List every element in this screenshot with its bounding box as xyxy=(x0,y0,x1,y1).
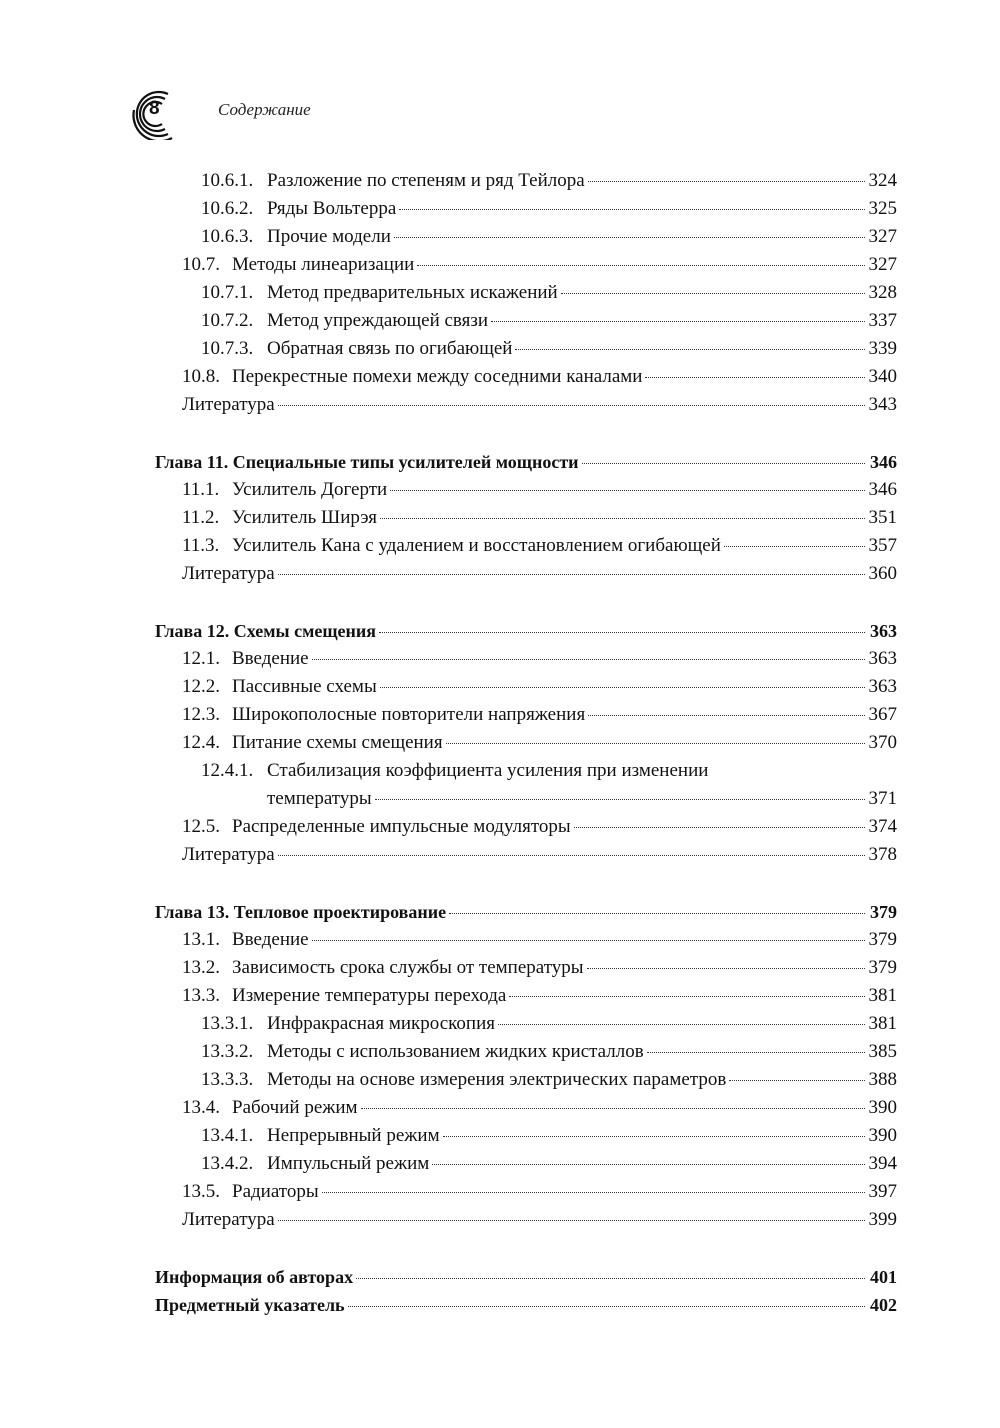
toc-entry-title: Обратная связь по огибающей xyxy=(267,338,513,359)
toc-entry-number: 12.3. xyxy=(182,704,220,725)
toc-entry-number: 11.1. xyxy=(182,479,220,500)
dot-leader xyxy=(587,968,865,969)
toc-entry-title: Перекрестные помехи между соседними каналами xyxy=(232,366,643,387)
toc-chapter-title: Предметный указатель xyxy=(155,1295,345,1315)
dot-leader xyxy=(399,209,865,210)
toc-entry-page: 381 xyxy=(868,985,897,1006)
toc-entry-title: Измерение температуры перехода xyxy=(232,985,507,1006)
dot-leader xyxy=(446,743,865,744)
toc-entry-title: Радиаторы xyxy=(232,1181,319,1202)
toc-chapter-title: Информация об авторах xyxy=(155,1267,354,1287)
toc-entry-title: Усилитель Догерти xyxy=(232,479,388,500)
toc-entry-title: Питание схемы смещения xyxy=(232,732,443,753)
toc-entry-number: 11.3. xyxy=(182,535,220,556)
toc-chapter-page: 379 xyxy=(870,902,897,922)
toc-entry-page: 381 xyxy=(868,1013,897,1034)
toc-entry-number: 13.3.1. xyxy=(201,1013,254,1034)
toc-entry-page: 339 xyxy=(868,338,897,359)
dot-leader xyxy=(729,1080,865,1081)
page-header xyxy=(128,88,628,138)
toc-entry[interactable] xyxy=(182,926,897,954)
toc-entry-page: 394 xyxy=(868,1153,897,1174)
dot-leader xyxy=(278,1220,865,1221)
toc-entry[interactable] xyxy=(182,645,897,673)
dot-leader xyxy=(312,940,865,941)
toc-entry-page: 379 xyxy=(868,957,897,978)
toc-entry-title: Инфракрасная микроскопия xyxy=(267,1013,495,1034)
toc-entry[interactable] xyxy=(182,813,897,841)
toc-entry-number: 10.7. xyxy=(182,254,220,275)
toc-entry[interactable] xyxy=(201,195,897,223)
toc-entry-page: 324 xyxy=(868,170,897,191)
running-title: Содержание xyxy=(218,100,311,119)
toc-entry-page: 325 xyxy=(868,198,897,219)
toc-entry-page: 378 xyxy=(868,844,897,865)
dot-leader xyxy=(394,237,865,238)
toc-entry-literature[interactable] xyxy=(182,1206,897,1234)
toc-entry[interactable] xyxy=(182,729,897,757)
dot-leader xyxy=(278,574,865,575)
toc-entry-page: 351 xyxy=(868,507,897,528)
toc-entry-number: 10.6.3. xyxy=(201,226,254,247)
toc-entry-literature[interactable] xyxy=(182,560,897,588)
dot-leader xyxy=(588,715,865,716)
toc-entry-number: 13.4. xyxy=(182,1097,220,1118)
dot-leader xyxy=(348,1306,865,1307)
toc-entry-title: Метод предварительных искажений xyxy=(267,282,558,303)
toc-entry-literature[interactable] xyxy=(182,391,897,419)
dot-leader xyxy=(322,1192,865,1193)
toc-entry-number: 12.4.1. xyxy=(201,760,254,781)
toc-entry[interactable] xyxy=(182,1178,897,1206)
toc-entry-title: Методы на основе измерения электрических параметров xyxy=(267,1069,727,1090)
toc-entry[interactable] xyxy=(201,167,897,195)
toc-entry-page: 397 xyxy=(868,1181,897,1202)
toc-entry-page: 340 xyxy=(868,366,897,387)
toc-entry[interactable] xyxy=(182,1094,897,1122)
toc-entry[interactable] xyxy=(201,1010,897,1038)
dot-leader xyxy=(449,913,865,914)
toc-entry-page: 371 xyxy=(868,788,897,809)
toc-entry-title: Распределенные импульсные модуляторы xyxy=(232,816,571,837)
dot-leader xyxy=(498,1024,865,1025)
toc-authors-info[interactable] xyxy=(155,1263,897,1291)
toc-entry-title: Разложение по степеням и ряд Тейлора xyxy=(267,170,585,191)
toc-entry-number: 13.3.2. xyxy=(201,1041,254,1062)
dot-leader xyxy=(417,265,865,266)
dot-leader xyxy=(509,996,865,997)
dot-leader xyxy=(278,855,865,856)
toc-entry-title: Литература xyxy=(182,394,275,415)
toc-entry-number: 13.3.3. xyxy=(201,1069,254,1090)
toc-entry-number: 10.8. xyxy=(182,366,220,387)
toc-entry-page: 385 xyxy=(868,1041,897,1062)
toc-subject-index[interactable] xyxy=(155,1291,897,1319)
toc-entry-page: 363 xyxy=(868,676,897,697)
dot-leader xyxy=(574,827,865,828)
toc-entry-title: Литература xyxy=(182,563,275,584)
dot-leader xyxy=(645,377,865,378)
toc-entry-title: Усилитель Ширэя xyxy=(232,507,378,528)
toc-entry-multiline-first[interactable] xyxy=(201,757,897,785)
toc-entry-page: 388 xyxy=(868,1069,897,1090)
toc-chapter-title: Глава 12. Схемы смещения xyxy=(155,621,377,641)
dot-leader xyxy=(361,1108,865,1109)
dot-leader xyxy=(582,463,865,464)
toc-entry-page: 370 xyxy=(868,732,897,753)
toc-entry[interactable] xyxy=(201,1122,897,1150)
toc-chapter-13[interactable] xyxy=(155,898,897,926)
dot-leader xyxy=(356,1278,865,1279)
toc-entry-number: 13.4.2. xyxy=(201,1153,254,1174)
dot-leader xyxy=(588,181,865,182)
toc-entry[interactable] xyxy=(182,532,897,560)
dot-leader xyxy=(278,405,865,406)
toc-entry-title: Методы с использованием жидких кристаллов xyxy=(267,1041,644,1062)
toc-entry-number: 10.6.2. xyxy=(201,198,254,219)
toc-entry-title: Стабилизация коэффициента усиления при изменении xyxy=(267,760,709,781)
dot-leader xyxy=(515,349,865,350)
toc-entry-title-continued: температуры xyxy=(267,788,372,809)
toc-chapter-page: 401 xyxy=(870,1267,897,1287)
dot-leader xyxy=(379,632,865,633)
toc-entry-title: Ряды Вольтерра xyxy=(267,198,397,219)
dot-leader xyxy=(312,659,865,660)
dot-leader xyxy=(380,518,865,519)
toc-entry-page: 390 xyxy=(868,1097,897,1118)
page-number: 8 xyxy=(149,98,160,119)
toc-entry[interactable] xyxy=(201,1038,897,1066)
toc-entry-title: Импульсный режим xyxy=(267,1153,430,1174)
toc-entry[interactable] xyxy=(182,673,897,701)
dot-leader xyxy=(491,321,865,322)
toc-entry[interactable] xyxy=(182,701,897,729)
toc-entry-number: 13.3. xyxy=(182,985,220,1006)
toc-entry-title: Рабочий режим xyxy=(232,1097,358,1118)
toc-entry-number: 13.5. xyxy=(182,1181,220,1202)
toc-entry-number: 11.2. xyxy=(182,507,220,528)
toc-entry-page: 328 xyxy=(868,282,897,303)
toc-entry-number: 12.4. xyxy=(182,732,220,753)
toc-entry-page: 379 xyxy=(868,929,897,950)
toc-chapter-12[interactable] xyxy=(155,617,897,645)
toc-entry-number: 10.7.3. xyxy=(201,338,254,359)
toc-entry[interactable] xyxy=(201,279,897,307)
toc-entry-title: Литература xyxy=(182,844,275,865)
toc-entry-title: Литература xyxy=(182,1209,275,1230)
toc-entry-page: 363 xyxy=(868,648,897,669)
toc-entry-page: 360 xyxy=(868,563,897,584)
toc-entry-page: 367 xyxy=(868,704,897,725)
toc-entry-literature[interactable] xyxy=(182,841,897,869)
dot-leader xyxy=(647,1052,865,1053)
toc-entry-multiline-second[interactable] xyxy=(267,785,897,813)
toc-entry-title: Введение xyxy=(232,929,309,950)
toc-entry[interactable] xyxy=(201,307,897,335)
toc-entry-page: 399 xyxy=(868,1209,897,1230)
toc-entry-number: 10.6.1. xyxy=(201,170,254,191)
toc-entry[interactable] xyxy=(201,1150,897,1178)
toc-entry[interactable] xyxy=(182,504,897,532)
dot-leader xyxy=(390,490,865,491)
toc-entry-title: Непрерывный режим xyxy=(267,1125,440,1146)
toc-entry-number: 10.7.2. xyxy=(201,310,254,331)
toc-entry[interactable] xyxy=(182,363,897,391)
toc-entry-number: 12.5. xyxy=(182,816,220,837)
toc-entry[interactable] xyxy=(182,982,897,1010)
dot-leader xyxy=(432,1164,865,1165)
toc-chapter-11[interactable] xyxy=(155,448,897,476)
toc-entry-title: Введение xyxy=(232,648,309,669)
toc-entry-number: 12.1. xyxy=(182,648,220,669)
toc-entry-page: 337 xyxy=(868,310,897,331)
dot-leader xyxy=(380,687,865,688)
toc-entry-number: 13.4.1. xyxy=(201,1125,254,1146)
toc-chapter-page: 402 xyxy=(870,1295,897,1315)
toc-chapter-page: 363 xyxy=(870,621,897,641)
toc-entry-page: 327 xyxy=(868,254,897,275)
toc-entry[interactable] xyxy=(182,954,897,982)
dot-leader xyxy=(561,293,865,294)
toc-entry-number: 10.7.1. xyxy=(201,282,254,303)
dot-leader xyxy=(375,799,865,800)
toc-entry[interactable] xyxy=(201,335,897,363)
toc-entry[interactable] xyxy=(201,1066,897,1094)
toc-entry-title: Метод упреждающей связи xyxy=(267,310,489,331)
toc-entry-number: 13.2. xyxy=(182,957,220,978)
toc-entry-page: 343 xyxy=(868,394,897,415)
toc-chapter-title: Глава 11. Специальные типы усилителей мощности xyxy=(155,452,579,472)
toc-entry-page: 374 xyxy=(868,816,897,837)
dot-leader xyxy=(724,546,865,547)
toc-entry-number: 12.2. xyxy=(182,676,220,697)
toc-entry-title: Широкополосные повторители напряжения xyxy=(232,704,586,725)
toc-entry-page: 327 xyxy=(868,226,897,247)
toc-entry-title: Методы линеаризации xyxy=(232,254,415,275)
toc-entry-title: Пассивные схемы xyxy=(232,676,377,697)
dot-leader xyxy=(443,1136,865,1137)
toc-entry[interactable] xyxy=(201,223,897,251)
toc-chapter-page: 346 xyxy=(870,452,897,472)
toc-entry-title: Усилитель Кана с удалением и восстановлением огибающей xyxy=(232,535,721,556)
toc-chapter-title: Глава 13. Тепловое проектирование xyxy=(155,902,447,922)
toc-entry[interactable] xyxy=(182,251,897,279)
toc-entry[interactable] xyxy=(182,476,897,504)
toc-entry-page: 357 xyxy=(868,535,897,556)
toc-entry-page: 346 xyxy=(868,479,897,500)
toc-entry-title: Зависимость срока службы от температуры xyxy=(232,957,584,978)
toc-entry-title: Прочие модели xyxy=(267,226,391,247)
toc-entry-number: 13.1. xyxy=(182,929,220,950)
toc-entry-page: 390 xyxy=(868,1125,897,1146)
